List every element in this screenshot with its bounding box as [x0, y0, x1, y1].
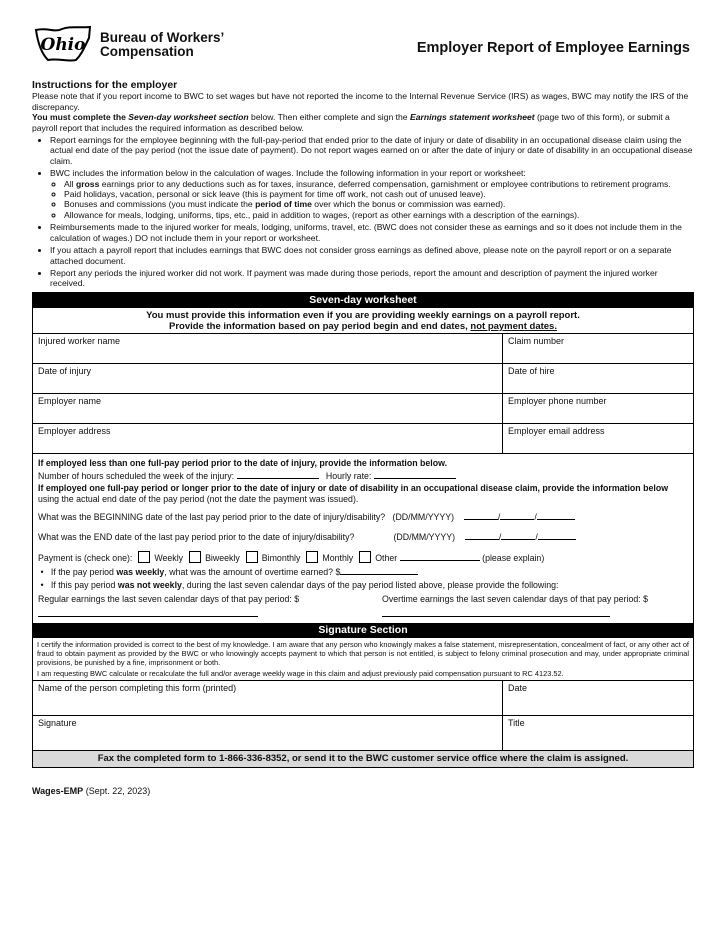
- list-item: ◦ All gross earnings prior to any deductions such as for taxes, insurance, deferred compensation, garnishment or employee contributions to retirement programs.: [64, 179, 694, 189]
- end-day-input[interactable]: [465, 530, 499, 540]
- end-month-input[interactable]: [501, 530, 535, 540]
- hourly-rate-input[interactable]: [374, 469, 456, 479]
- field-row: [33, 424, 693, 454]
- instructions: [32, 80, 694, 289]
- instructions-irs-note: Please note that if you report income to BWC to set wages but have not reported the income to the Internal Revenue Service (IRS) as wages, BWC may notify the IRS of the discrepancy.: [32, 91, 689, 112]
- agency-line-2: Compensation: [100, 44, 194, 59]
- seven-day-earnings-row: [38, 593, 688, 621]
- list-item: • If you attach a payroll report that includes earnings that BWC does not consider gross earnings as defined above, please note on the payroll report or on a separate attached document.: [50, 245, 694, 266]
- date-field[interactable]: Date: [508, 683, 528, 694]
- end-year-input[interactable]: [538, 530, 576, 540]
- overtime-amount-input[interactable]: [340, 565, 418, 575]
- preparer-name-field[interactable]: Name of the person completing this form (printed): [33, 681, 503, 715]
- worksheet-title: Seven-day worksheet: [33, 293, 693, 308]
- injured-worker-name-field[interactable]: Injured worker name: [33, 334, 503, 363]
- field-row: [33, 716, 693, 750]
- claim-number-field[interactable]: Claim number: [508, 335, 565, 346]
- list-item: • Report earnings for the employee beginning with the full-pay-period that ended prior to the date of injury or date of disability in an occupational disease claim using the actual end date of the pay period (not the issue date of payment). Do not report wages earned on or after the date of injury or date of disability in an occupational disease claim.: [50, 135, 694, 166]
- date-of-injury-field[interactable]: Date of injury: [33, 364, 503, 393]
- payment-frequency-row: Payment is (check one): Weekly Biweekly Bimonthly Monthly Other (please explain): [38, 552, 545, 563]
- employer-phone-field[interactable]: Employer phone number: [508, 395, 607, 406]
- list-item: ◦ Bonuses and commissions (you must indicate the period of time over which the bonus or commission was earned).: [64, 199, 694, 209]
- agency-name: [100, 31, 224, 59]
- list-item: • Report any periods the injured worker did not work. If payment was made during those periods, report the amount and description of payment the injured worker received.: [50, 268, 694, 289]
- instructions-complete-note: You must complete the Seven-day worksheet section below. Then either complete and sign the Earnings statement worksheet (page two of this form), or submit a payroll report that includes the required information as described below.: [32, 112, 670, 133]
- field-row: [33, 364, 693, 394]
- list-item: ◦ Paid holidays, vacation, personal or sick leave (this is payment for time off work, not cash out of unused leave).: [64, 189, 694, 199]
- instructions-title: Instructions for the employer: [32, 79, 178, 91]
- overtime-earnings-field: Overtime earnings the last seven calendar days of that pay period: $: [368, 593, 688, 621]
- ohio-state-outline-icon: [32, 24, 94, 64]
- monthly-checkbox[interactable]: [306, 551, 318, 563]
- fax-instructions: Fax the completed form to 1-866-336-8352, or send it to the BWC customer service office where the claim is assigned.: [33, 750, 693, 767]
- employer-name-field[interactable]: Employer name: [33, 394, 503, 423]
- weekly-overtime-row: • If the pay period was weekly, what was the amount of overtime earned? $: [38, 565, 688, 579]
- bimonthly-checkbox[interactable]: [246, 551, 258, 563]
- employer-address-field[interactable]: Employer address: [33, 424, 503, 453]
- seven-day-worksheet: [32, 292, 694, 769]
- not-weekly-row: • If this pay period was not weekly, during the last seven calendar days of the pay period listed above, please provide the following:: [38, 579, 559, 590]
- hours-rate-row: Number of hours scheduled the week of the injury: Hourly rate:: [38, 469, 688, 483]
- weekly-checkbox[interactable]: [138, 551, 150, 563]
- instructions-list: [32, 135, 694, 289]
- hours-input[interactable]: [237, 469, 319, 479]
- less-than-one-period-heading: If employed less than one full-pay period prior to the date of injury, provide the information below.: [38, 457, 448, 468]
- begin-month-input[interactable]: [500, 510, 534, 520]
- other-checkbox[interactable]: [359, 551, 371, 563]
- field-row: [33, 394, 693, 424]
- list-item: • Reimbursements made to the injured worker for meals, lodging, uniforms, travel, etc. (BWC does not consider these as earnings and so it does not include them in the calculation of wages.) DO not include them in your report or worksheet.: [50, 222, 694, 243]
- begin-day-input[interactable]: [464, 510, 498, 520]
- employer-email-field[interactable]: Employer email address: [508, 425, 605, 436]
- logo-wordmark: Ohio: [40, 35, 86, 55]
- list-item: ◦ Allowance for meals, lodging, uniforms, tips, etc., paid in addition to wages, (report as other earnings with a description of the earnings).: [64, 210, 694, 220]
- signature-section-title: Signature Section: [33, 623, 693, 638]
- date-of-hire-field[interactable]: Date of hire: [508, 365, 555, 376]
- begin-date-row: What was the BEGINNING date of the last pay period prior to the date of injury/disability? (DD/MM/YYYY) / /: [38, 510, 688, 524]
- certification-text: I certify the information provided is correct to the best of my knowledge. I am aware that any person who knowingly makes a false statement, misrepresentation, concealment of fact, or any other act of fraud to obtain payment as provided by the BWC or who knowingly accepts payment to which that person is not entitled, is subject to felony criminal prosecution and may, under appropriate criminal provisions, be punished by a fine, imprisonment or both. I am requesting BWC calculate or recalculate the full and/or average weekly wage in this claim and adjust previously paid compensation pursuant to RC 4123.52.: [37, 640, 689, 679]
- worksheet-notice: You must provide this information even if you are providing weekly earnings on a payroll report. Provide the information based on pay period begin and end dates, not payment dates.: [33, 308, 693, 334]
- regular-earnings-field: Regular earnings the last seven calendar days of that pay period: $: [38, 593, 368, 621]
- form-title: Employer Report of Employee Earnings: [416, 40, 690, 56]
- form-revision-date: (Sept. 22, 2023): [85, 786, 151, 797]
- one-period-or-longer-heading: If employed one full-pay period or longer prior to the date of injury or date of disability in an occupational disease claim, provide the information below using the actual end date of the pay period (not the date the payment was issued).: [38, 482, 669, 505]
- overtime-earnings-input[interactable]: [382, 607, 610, 617]
- other-explain-input[interactable]: [400, 551, 480, 561]
- form-header: [32, 24, 694, 74]
- title-field[interactable]: Title: [508, 718, 525, 729]
- begin-year-input[interactable]: [537, 510, 575, 520]
- biweekly-checkbox[interactable]: [189, 551, 201, 563]
- bwc-logo: [32, 24, 224, 64]
- signature-field[interactable]: Signature: [33, 716, 503, 750]
- end-date-row: What was the END date of the last pay period prior to the date of injury/disability? (DD/MM/YYYY) / /: [38, 530, 688, 544]
- agency-line-1: Bureau of Workers’: [100, 30, 225, 45]
- form-id: Wages-EMP: [32, 786, 84, 797]
- included-earnings-list: [50, 179, 694, 221]
- earnings-questions: [33, 454, 693, 624]
- field-row: [33, 680, 693, 716]
- field-row: [33, 334, 693, 364]
- list-item: • BWC includes the information below in the calculation of wages. Include the following information in your report or worksheet: ◦ All gross earnings prior to any deductions such as for taxes, insurance, deferred compensation, garnishment or employee contributions to retirement programs. ◦ Paid holidays, vacation, personal or sick leave (this is payment for time off work, not cash out of unused leave). ◦ Bonuses and commissions (you must indicate the period of time over which the bonus or commission was earned). ◦ Allowance for meals, lodging, uniforms, tips, etc., paid in addition to wages, (report as other earnings with a description of the earnings).: [50, 168, 694, 220]
- regular-earnings-input[interactable]: [38, 607, 258, 617]
- form-footer: [32, 786, 694, 796]
